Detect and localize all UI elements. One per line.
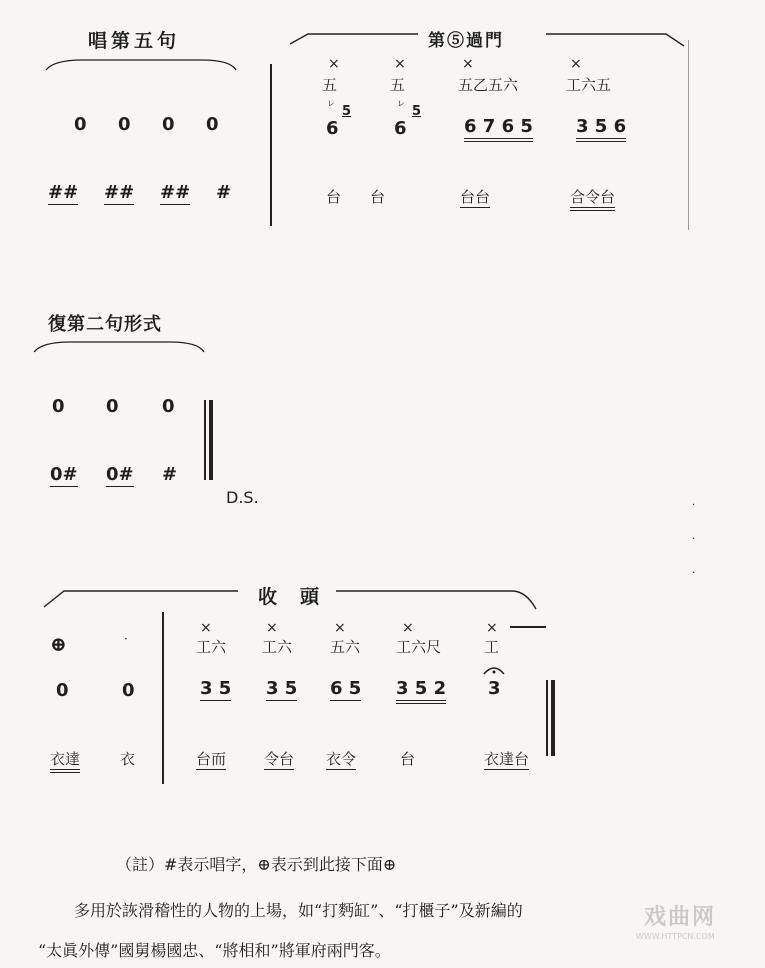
sec4-x-1: × bbox=[200, 620, 212, 636]
sec4-num-2: 3 5 bbox=[266, 678, 298, 699]
sec3-zero-1: 0 bbox=[52, 396, 65, 417]
sec4-gongche-2: 工六 bbox=[262, 638, 293, 656]
sec4-x-2: × bbox=[266, 620, 278, 636]
sec3-slur bbox=[30, 338, 210, 358]
sec1-zero-1: 0 bbox=[74, 114, 87, 135]
sec4-num-zero-1: 0 bbox=[56, 680, 69, 701]
sec4-num-zero-2: 0 bbox=[122, 680, 135, 701]
sec2-perc-3: 台台 bbox=[460, 188, 491, 206]
sec2-right-rule bbox=[688, 40, 689, 230]
barline-2 bbox=[162, 612, 164, 784]
watermark-logo: 戏曲网 bbox=[644, 905, 717, 930]
sec1-perc-2: ## bbox=[104, 182, 135, 203]
sec2-num-4: 3 5 6 bbox=[576, 116, 626, 137]
note-line-2: 多用於詼滑稽性的人物的上場，如“打麪缸”、“打櫃子”及新編的 bbox=[74, 901, 523, 920]
sec1-zero-4: 0 bbox=[206, 114, 219, 135]
sec3-ds: D.S. bbox=[226, 488, 259, 507]
sec3-zero-3: 0 bbox=[162, 396, 175, 417]
sec2-perc-4: 合令台 bbox=[570, 186, 615, 207]
sec2-perc-1: 台 bbox=[326, 188, 342, 206]
sec2-grace-num-2: 5 bbox=[412, 104, 422, 119]
sec2-grace-1: ㇾ bbox=[326, 98, 336, 109]
sec4-final-barline-thick bbox=[551, 680, 555, 756]
edge-dot-2: · bbox=[692, 534, 696, 545]
sec4-final-barline-thin bbox=[546, 680, 548, 756]
sec4-dot: · bbox=[124, 632, 128, 646]
sec1-slur bbox=[42, 56, 242, 76]
sec4-gongche-4: 工六尺 bbox=[396, 638, 442, 656]
sec2-title: 第⑤過門 bbox=[428, 31, 504, 51]
sec2-grace-2: ㇾ bbox=[396, 98, 406, 109]
sec3-final-barline-thin bbox=[204, 400, 206, 480]
fermata-icon bbox=[482, 662, 506, 676]
sec4-num-1: 3 5 bbox=[200, 678, 232, 699]
sec2-x-4: × bbox=[570, 56, 582, 72]
sec1-perc-3: ## bbox=[160, 182, 191, 203]
sec2-gongche-2: 五 bbox=[390, 76, 406, 94]
sec2-perc-2: 台 bbox=[370, 188, 386, 206]
sec4-perc-2: 衣 bbox=[120, 750, 136, 768]
sec1-title: 唱第五句 bbox=[88, 30, 181, 52]
sec4-gongche-3: 五六 bbox=[330, 638, 361, 656]
sec4-gongche-5: 工 bbox=[484, 638, 500, 656]
sec2-num-2: 6 bbox=[394, 118, 407, 139]
sec4-x-4: × bbox=[402, 620, 414, 636]
sec4-x-5: × bbox=[486, 620, 498, 636]
sec2-num-1: 6 bbox=[326, 118, 339, 139]
sec3-title: 復第二句形式 bbox=[48, 314, 162, 335]
sec4-perc-1: 衣達 bbox=[50, 748, 80, 769]
sec3-final-barline-thick bbox=[209, 400, 213, 480]
sec1-zero-3: 0 bbox=[162, 114, 175, 135]
sec1-perc-1: ## bbox=[48, 182, 79, 203]
sec4-title: 收 頭 bbox=[258, 586, 322, 608]
sec4-perc-4: 令台 bbox=[264, 750, 295, 768]
sec2-x-2: × bbox=[394, 56, 406, 72]
note-line-1: （註）#表示唱字，⊕表示到此接下面⊕ bbox=[116, 855, 397, 874]
sec2-x-3: × bbox=[462, 56, 474, 72]
sec4-perc-3: 台而 bbox=[196, 750, 227, 768]
sec2-x-1: × bbox=[328, 56, 340, 72]
sec3-perc-2: 0# bbox=[106, 464, 134, 485]
barline-1 bbox=[270, 64, 272, 226]
sec2-gongche-3: 五乙五六 bbox=[458, 76, 519, 94]
sec2-gongche-4: 工六五 bbox=[566, 76, 612, 94]
sec4-x-3: × bbox=[334, 620, 346, 636]
sec4-gongche-1: 工六 bbox=[196, 638, 227, 656]
sec4-perc-6: 台 bbox=[400, 750, 416, 768]
sec4-coda-mark: ⊕ bbox=[50, 632, 67, 656]
sec4-perc-7: 衣達台 bbox=[484, 750, 530, 768]
sec4-num-5: 3 bbox=[488, 678, 501, 699]
sec2-grace-num-1: 5 bbox=[342, 104, 352, 119]
sec4-num-3: 6 5 bbox=[330, 678, 362, 699]
sec4-dash bbox=[510, 626, 546, 628]
sec3-perc-1: 0# bbox=[50, 464, 78, 485]
sec3-zero-2: 0 bbox=[106, 396, 119, 417]
sec4-num-4: 3 5 2 bbox=[396, 678, 446, 699]
sec2-gongche-1: 五 bbox=[322, 76, 338, 94]
watermark-url: WWW.HTTPCN.COM bbox=[636, 932, 715, 941]
sec1-perc-4: # bbox=[216, 182, 232, 203]
sec1-zero-2: 0 bbox=[118, 114, 131, 135]
sec4-perc-5: 衣令 bbox=[326, 750, 357, 768]
edge-dot-1: · bbox=[692, 500, 696, 511]
note-line-3: “太眞外傳”國舅楊國忠、“將相和”將軍府兩門客。 bbox=[38, 941, 391, 960]
sec3-perc-3: # bbox=[162, 464, 178, 485]
sec2-num-3: 6 7 6 5 bbox=[464, 116, 533, 137]
edge-dot-3: · bbox=[692, 568, 696, 579]
